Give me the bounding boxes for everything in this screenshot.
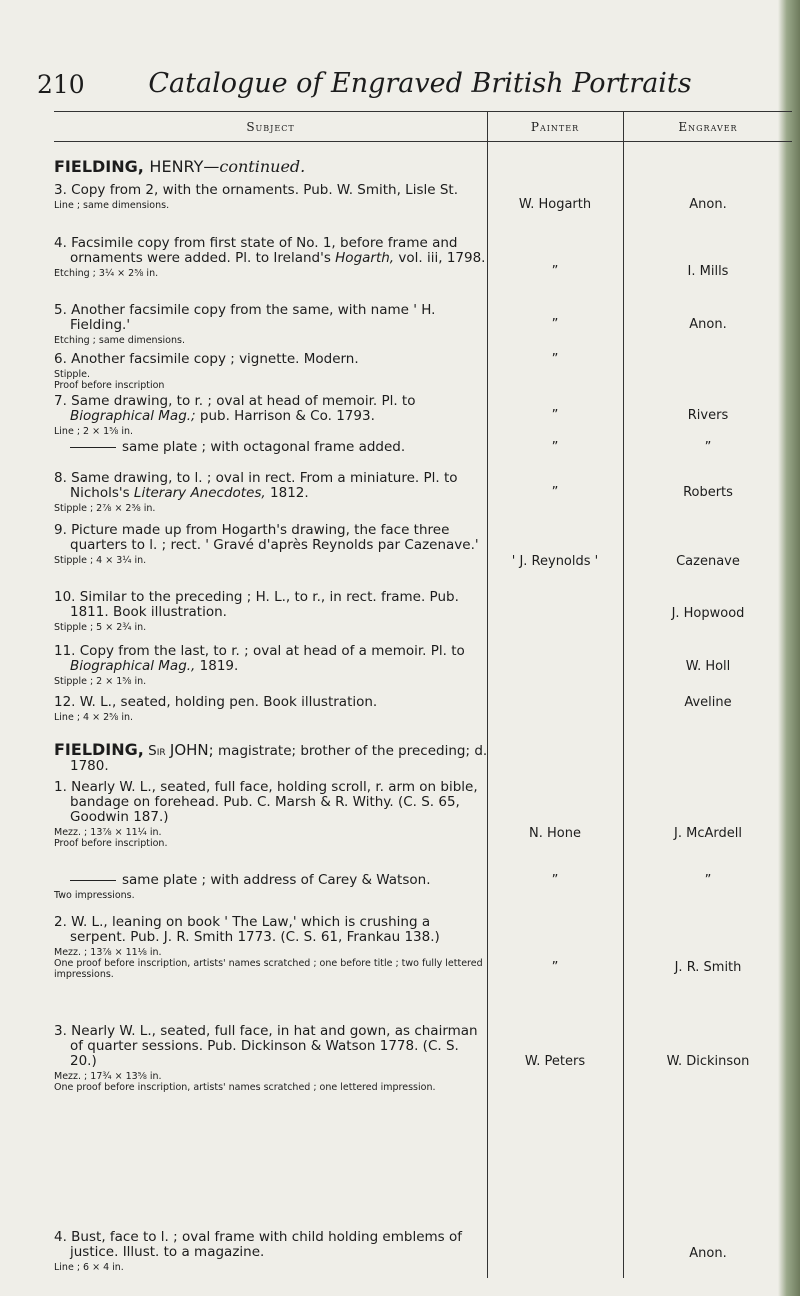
entry-note: Proof before inscription [54, 380, 165, 391]
engraver-cell: Rivers [687, 408, 729, 423]
engraver-cell: Anon. [689, 317, 727, 332]
engraver-cell: Roberts [683, 485, 733, 500]
engraver-cell: J. R. Smith [674, 960, 742, 975]
painter-cell: ” [551, 408, 559, 423]
list-item [54, 590, 488, 633]
entry-text: 8. Same drawing, to l. ; oval in rect. From a miniature. Pl. to Nichols's Literary Anecdotes, 1812. [54, 470, 458, 501]
entry-note: Two impressions. [54, 890, 135, 901]
painter-cell: ” [551, 317, 559, 332]
entry-text: same plate ; with octagonal frame added. [54, 440, 488, 455]
entry-note: Line ; same dimensions. [54, 200, 170, 211]
entry-note: Line ; 4 × 2⅝ in. [54, 712, 134, 723]
entry-note: Line ; 6 × 4 in. [54, 1262, 124, 1273]
list-item [54, 352, 488, 391]
page-number: 210 [37, 70, 85, 99]
sitter-description: magistrate; brother of the preceding; d. 1780. [70, 743, 488, 774]
sitter-name: FIELDING, [54, 157, 144, 176]
entry-note: One proof before inscription, artists' names scratched ; one lettered impression. [54, 1082, 436, 1093]
engraver-cell: J. Hopwood [671, 606, 745, 621]
list-item [54, 183, 488, 211]
section-heading [54, 157, 305, 176]
painter-cell: N. Hone [529, 826, 581, 841]
engraver-cell: W. Holl [685, 659, 731, 674]
painter-cell: ” [551, 873, 559, 888]
entry-text: 5. Another facsimile copy from the same, with name ' H. Fielding.' [54, 302, 436, 333]
column-header-engraver: Engraver [678, 120, 738, 134]
list-item [54, 873, 488, 901]
table-top-rule [54, 111, 792, 112]
entry-text: 7. Same drawing, to r. ; oval at head of memoir. Pl. to Biographical Mag.; pub. Harrison & Co. 1793. [54, 393, 416, 424]
list-item [54, 695, 488, 723]
entry-note: Etching ; same dimensions. [54, 335, 185, 346]
column-header-painter: Painter [530, 120, 580, 134]
engraver-cell: Anon. [689, 1246, 727, 1261]
entry-text: 6. Another facsimile copy ; vignette. Modern. [54, 351, 359, 367]
engraver-cell: I. Mills [687, 264, 729, 279]
entry-text: 2. W. L., leaning on book ' The Law,' which is crushing a serpent. Pub. J. R. Smith 1773. (C. S. 61, Frankau 138.) [54, 914, 440, 945]
list-item [54, 303, 488, 346]
painter-cell: W. Peters [524, 1054, 586, 1069]
page-edge [778, 0, 800, 1296]
entry-text: 9. Picture made up from Hogarth's drawing, the face three quarters to l. ; rect. ' Gravé d'après Reynolds par Cazenave.' [54, 522, 479, 553]
entry-note: Line ; 2 × 1⅝ in. [54, 426, 134, 437]
continued-label: continued. [219, 157, 306, 176]
entry-note: One proof before inscription, artists' names scratched ; one before title ; two fully lettered impressions. [54, 958, 483, 980]
entry-text: 4. Facsimile copy from first state of No. 1, before frame and ornaments were added. Pl. to Ireland's Hogarth, vol. iii, 1798. [54, 235, 486, 266]
list-item [54, 1024, 488, 1093]
engraver-cell: Cazenave [676, 554, 740, 569]
engraver-cell: W. Dickinson [666, 1054, 750, 1069]
sitter-name: FIELDING, [54, 740, 144, 759]
entry-text: same plate ; with address of Carey & Watson. [54, 873, 488, 888]
entry-text: 11. Copy from the last, to r. ; oval at head of a memoir. Pl. to Biographical Mag., 1819. [54, 643, 465, 674]
entry-note: Stipple. [54, 369, 90, 380]
section-heading-text [54, 742, 488, 774]
engraver-cell: ” [704, 873, 712, 888]
sitter-forename: JOHN; [169, 741, 214, 759]
painter-cell: ” [551, 264, 559, 279]
section-heading [54, 742, 488, 774]
painter-cell: ” [551, 440, 559, 455]
entry-note: Stipple ; 2⅞ × 2⅜ in. [54, 503, 156, 514]
entry-note: Mezz. ; 17¾ × 13⅝ in. [54, 1071, 162, 1082]
entry-note: Mezz. ; 13⅞ × 11⅛ in. [54, 947, 162, 958]
list-item [54, 523, 488, 566]
painter-cell: ' J. Reynolds ' [511, 554, 599, 569]
list-item [54, 1230, 488, 1273]
entry-text: 3. Copy from 2, with the ornaments. Pub. W. Smith, Lisle St. [54, 182, 458, 198]
engraver-cell: J. McArdell [674, 826, 742, 841]
entry-note: Mezz. ; 13⅞ × 11¼ in. [54, 827, 162, 838]
entry-text: 4. Bust, face to l. ; oval frame with child holding emblems of justice. Illust. to a magazine. [54, 1229, 462, 1260]
entry-text: 10. Similar to the preceding ; H. L., to r., in rect. frame. Pub. 1811. Book illustration. [54, 589, 459, 620]
list-item [54, 394, 488, 437]
painter-cell: ” [551, 485, 559, 500]
header-bottom-rule [54, 141, 792, 142]
list-item [54, 915, 488, 980]
list-item [54, 780, 488, 849]
engraver-cell: Anon. [689, 197, 727, 212]
engraver-cell: ” [704, 440, 712, 455]
entry-note: Stipple ; 5 × 2¾ in. [54, 622, 147, 633]
entry-text: 1. Nearly W. L., seated, full face, holding scroll, r. arm on bible, bandage on forehead. Pub. C. Marsh & R. Withy. (C. S. 65, Goodwin 187.) [54, 779, 478, 825]
entry-note: Proof before inscription. [54, 838, 168, 849]
entry-note: Etching ; 3¼ × 2⅝ in. [54, 268, 159, 279]
painter-cell: ” [551, 352, 559, 367]
entry-text: 3. Nearly W. L., seated, full face, in hat and gown, as chairman of quarter sessions. Pub. Dickinson & Watson 1778. (C. S. 20.) [54, 1023, 478, 1069]
running-title: Catalogue of Engraved British Portraits [148, 68, 692, 99]
column-header-subject: Subject [246, 120, 295, 134]
painter-cell: ” [551, 960, 559, 975]
painter-cell: W. Hogarth [518, 197, 592, 212]
list-item [54, 440, 488, 455]
entry-text: 12. W. L., seated, holding pen. Book illustration. [54, 694, 378, 710]
entry-note: Stipple ; 2 × 1⅝ in. [54, 676, 147, 687]
list-item [54, 471, 488, 514]
list-item [54, 644, 488, 687]
list-item [54, 236, 488, 279]
sitter-title: Sir [148, 743, 166, 759]
sitter-name-rest: HENRY— [149, 157, 220, 176]
entry-note: Stipple ; 4 × 3¼ in. [54, 555, 147, 566]
engraver-cell: Aveline [684, 695, 732, 710]
